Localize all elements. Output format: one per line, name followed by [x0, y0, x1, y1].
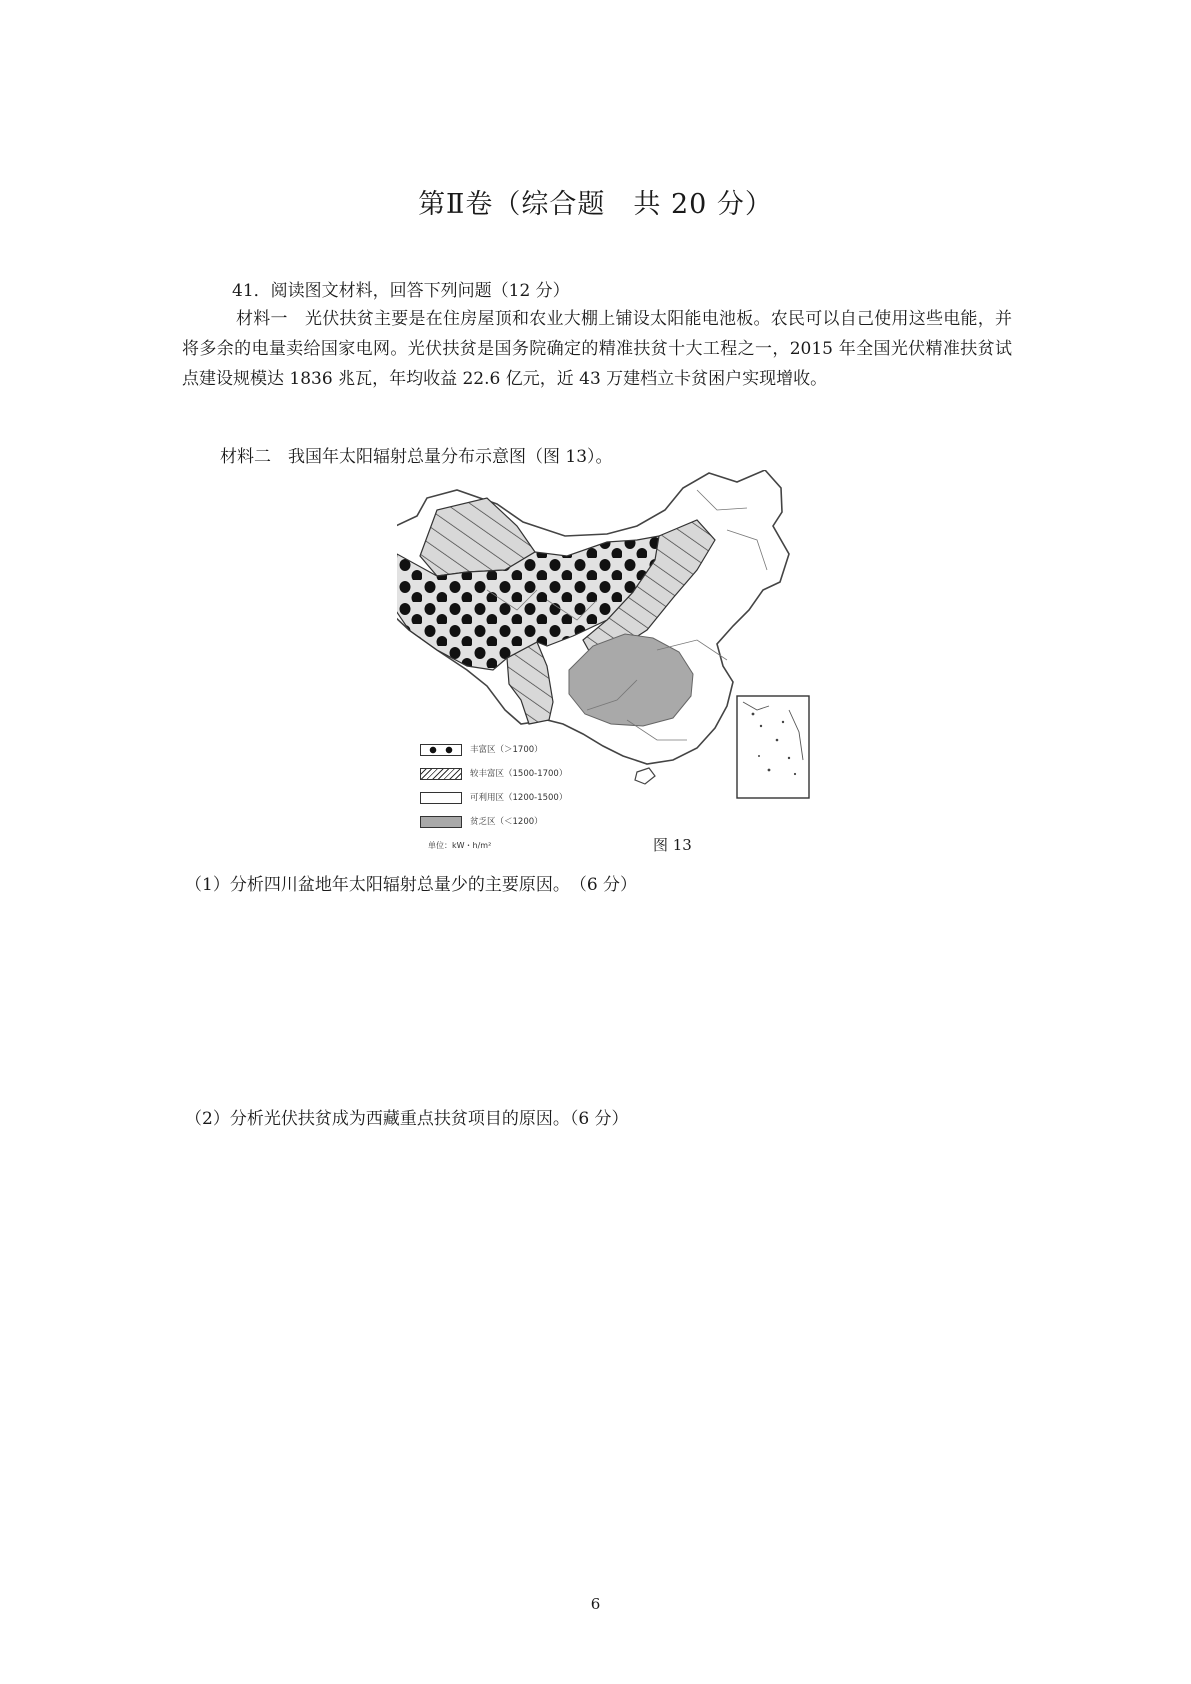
legend-unit: 单位：kW・h/m²: [428, 841, 492, 850]
legend-row-fairly-rich: [420, 764, 570, 784]
legend-gray-swatch: [420, 816, 462, 828]
legend-dots-swatch: [420, 744, 462, 756]
section-title: 第Ⅱ卷（综合题 共 20 分）: [418, 189, 773, 220]
legend-label-usable: 可利用区（1200-1500）: [470, 793, 568, 803]
legend-label-poor: 贫乏区（＜1200）: [470, 817, 543, 827]
legend-hatch-swatch: [420, 768, 462, 780]
legend-row-poor: [420, 812, 570, 832]
page-number: 6: [590, 1595, 601, 1613]
sub-question-2: （2）分析光伏扶贫成为西藏重点扶贫项目的原因。（6 分）: [185, 1109, 629, 1129]
solar-radiation-map: [397, 470, 885, 862]
south-china-sea-inset: [737, 696, 809, 798]
legend-label-rich: 丰富区（＞1700）: [470, 745, 543, 755]
sub-question-1: （1）分析四川盆地年太阳辐射总量少的主要原因。 （6 分）: [185, 875, 638, 895]
material-two: 材料二 我国年太阳辐射总量分布示意图（图 13）。: [220, 447, 613, 467]
legend-blank-swatch: [420, 792, 462, 804]
figure-caption: 图 13: [653, 836, 692, 854]
hainan-island: [635, 768, 655, 784]
legend-label-fairly-rich: 较丰富区（1500-1700）: [470, 769, 568, 779]
material-one: 材料一 光伏扶贫主要是在住房屋顶和农业大棚上铺设太阳能电池板。农民可以自己使用这些电能，并将多余的电量卖给国家电网。光伏扶贫是国务院确定的精准扶贫十大工程之一，2015 年全国光伏精准扶贫试点建设规模达 1836 兆瓦，年均收益 22.6 亿元，近 43 万建档立卡贫困户实现增收。: [182, 309, 1012, 389]
legend-row-usable: [420, 788, 570, 808]
legend-row-rich: [420, 740, 570, 760]
map-legend: [420, 740, 570, 850]
question-header: 41．阅读图文材料，回答下列问题（12 分）: [232, 281, 570, 301]
